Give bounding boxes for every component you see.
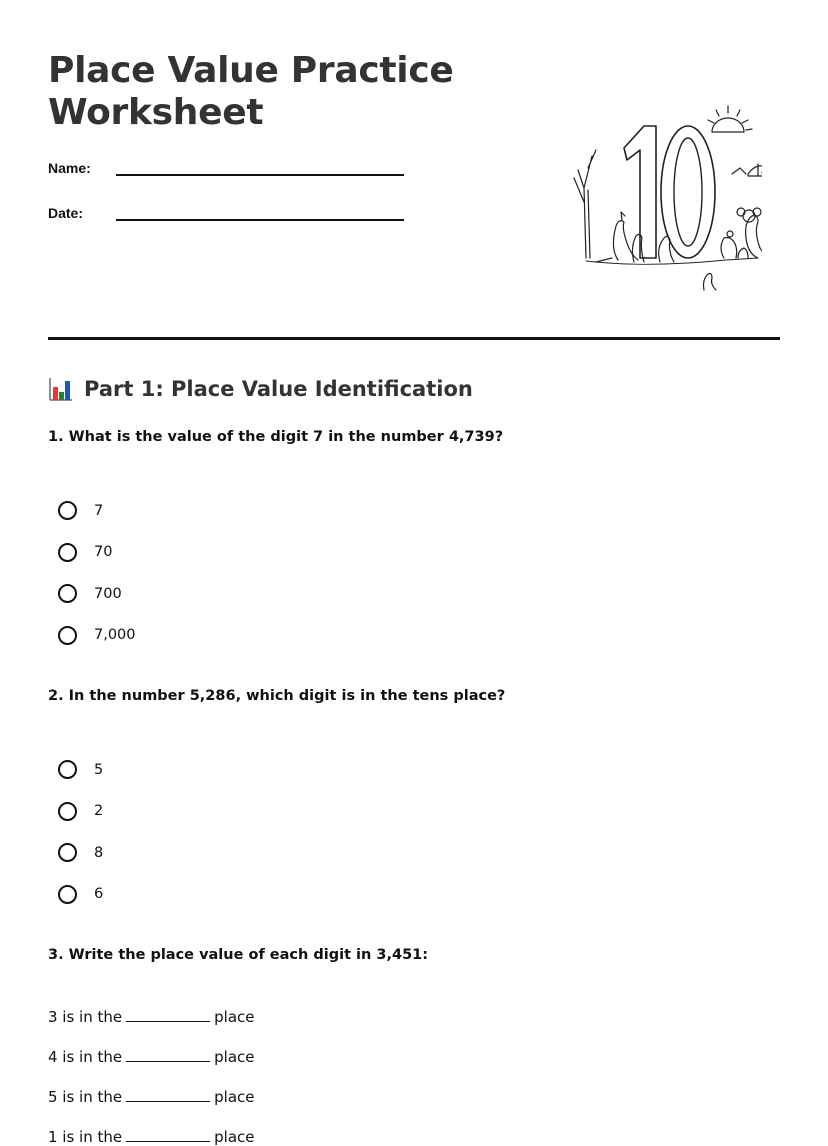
name-field[interactable] <box>116 160 404 176</box>
question-1-options <box>58 490 136 656</box>
question-2-options <box>58 749 103 915</box>
fill-in-suffix: place <box>214 1128 255 1146</box>
option-label: 2 <box>94 803 104 820</box>
question-2-option[interactable] <box>58 791 103 833</box>
radio-button[interactable] <box>58 885 77 904</box>
question-2-option[interactable] <box>58 749 103 791</box>
radio-button[interactable] <box>58 760 77 779</box>
page-title: Place Value Practice Worksheet <box>48 50 454 133</box>
option-label: 7,000 <box>94 627 136 644</box>
question-1-option[interactable] <box>58 490 136 532</box>
option-label: 700 <box>94 585 122 602</box>
fill-in-blank[interactable] <box>126 1060 210 1062</box>
radio-button[interactable] <box>58 802 77 821</box>
fill-in-prefix: 4 is in the <box>48 1048 123 1066</box>
question-2-text: 2. In the number 5,286, which digit is in the tens place? <box>48 688 506 704</box>
radio-button[interactable] <box>58 584 77 603</box>
radio-button[interactable] <box>58 501 77 520</box>
fill-in-row <box>48 1066 254 1106</box>
fill-in-prefix: 5 is in the <box>48 1088 123 1106</box>
fill-in-blank[interactable] <box>126 1140 210 1142</box>
question-1-text: 1. What is the value of the digit 7 in the number 4,739? <box>48 429 504 445</box>
radio-button[interactable] <box>58 626 77 645</box>
question-1-option[interactable] <box>58 532 136 574</box>
date-label: Date: <box>48 205 84 221</box>
part-1-heading <box>48 376 473 402</box>
question-1-option[interactable] <box>58 573 136 615</box>
question-1-option[interactable] <box>58 615 136 657</box>
fill-in-suffix: place <box>214 1008 255 1026</box>
fill-in-blank[interactable] <box>126 1020 210 1022</box>
option-label: 6 <box>94 886 104 903</box>
radio-button[interactable] <box>58 543 77 562</box>
fill-in-prefix: 3 is in the <box>48 1008 123 1026</box>
number-ten-kangaroos-illustration <box>526 98 762 296</box>
date-field[interactable] <box>116 205 404 221</box>
date-field-row <box>48 205 404 221</box>
bar-chart-icon <box>48 376 74 402</box>
option-label: 8 <box>94 844 104 861</box>
option-label: 70 <box>94 544 113 561</box>
option-label: 5 <box>94 761 104 778</box>
fill-in-row <box>48 986 254 1026</box>
fill-in-blank[interactable] <box>126 1100 210 1102</box>
question-3-fill-in-list <box>48 986 254 1146</box>
section-divider <box>48 337 780 340</box>
fill-in-suffix: place <box>214 1048 255 1066</box>
question-2-option[interactable] <box>58 832 103 874</box>
radio-button[interactable] <box>58 843 77 862</box>
option-label: 7 <box>94 502 104 519</box>
question-2-option[interactable] <box>58 874 103 916</box>
fill-in-suffix: place <box>214 1088 255 1106</box>
fill-in-row <box>48 1026 254 1066</box>
part-1-heading-text: Part 1: Place Value Identification <box>84 377 473 401</box>
name-field-row <box>48 160 404 176</box>
fill-in-row <box>48 1106 254 1146</box>
fill-in-prefix: 1 is in the <box>48 1128 123 1146</box>
question-3-text: 3. Write the place value of each digit in 3,451: <box>48 947 429 963</box>
worksheet-page <box>48 0 780 1146</box>
name-label: Name: <box>48 160 91 176</box>
